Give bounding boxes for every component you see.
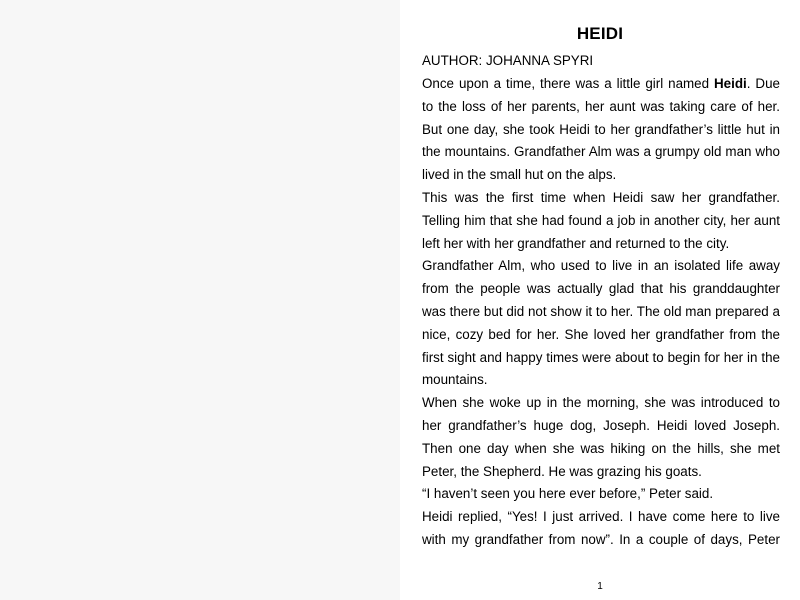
page-number: 1	[597, 581, 603, 592]
paragraph-1-start: Once upon a time, there was a little girl named	[422, 76, 715, 91]
document-page	[400, 0, 800, 600]
author-line: AUTHOR: JOHANNA SPYRI	[422, 53, 594, 68]
paragraph-1	[422, 73, 780, 187]
heroine-name: Heidi	[714, 76, 747, 91]
paragraph-2: This was the first time when Heidi saw her grandfather. Telling him that she had found a job in another city, her aunt left her with her grandfather and returned to the city.	[422, 189, 780, 251]
page-title: HEIDI	[576, 24, 624, 43]
paragraph-5: “I haven’t seen you here ever before,” Peter said.	[422, 486, 714, 502]
story-text	[422, 73, 780, 550]
paragraph-1-end: . Due to the loss of her parents, her aunt was taking care of her. But one day, she took Heidi to her grandfather’s little hut in the mountains. Grandfather Alm was a grumpy old man who lived in the small hut on the alps.	[422, 76, 780, 183]
paragraph-6: Heidi replied, “Yes! I just arrived. I have come here to live with my grandfather from now”. In a couple of days, Peter	[422, 509, 780, 547]
paragraph-3: Grandfather Alm, who used to live in an isolated life away from the people was actually glad that his granddaughter was there but did not show it to her. The old man prepared a nice, cozy bed for her. She loved her grandfather from the first sight and happy times were about to begin for her in the mountains.	[422, 258, 780, 388]
paragraph-4: When she woke up in the morning, she was introduced to her grandfather’s huge dog, Joseph. Heidi loved Joseph. Then one day when she was hiking on the hills, she met Peter, the Shepherd. He was grazing his goats.	[422, 395, 780, 479]
